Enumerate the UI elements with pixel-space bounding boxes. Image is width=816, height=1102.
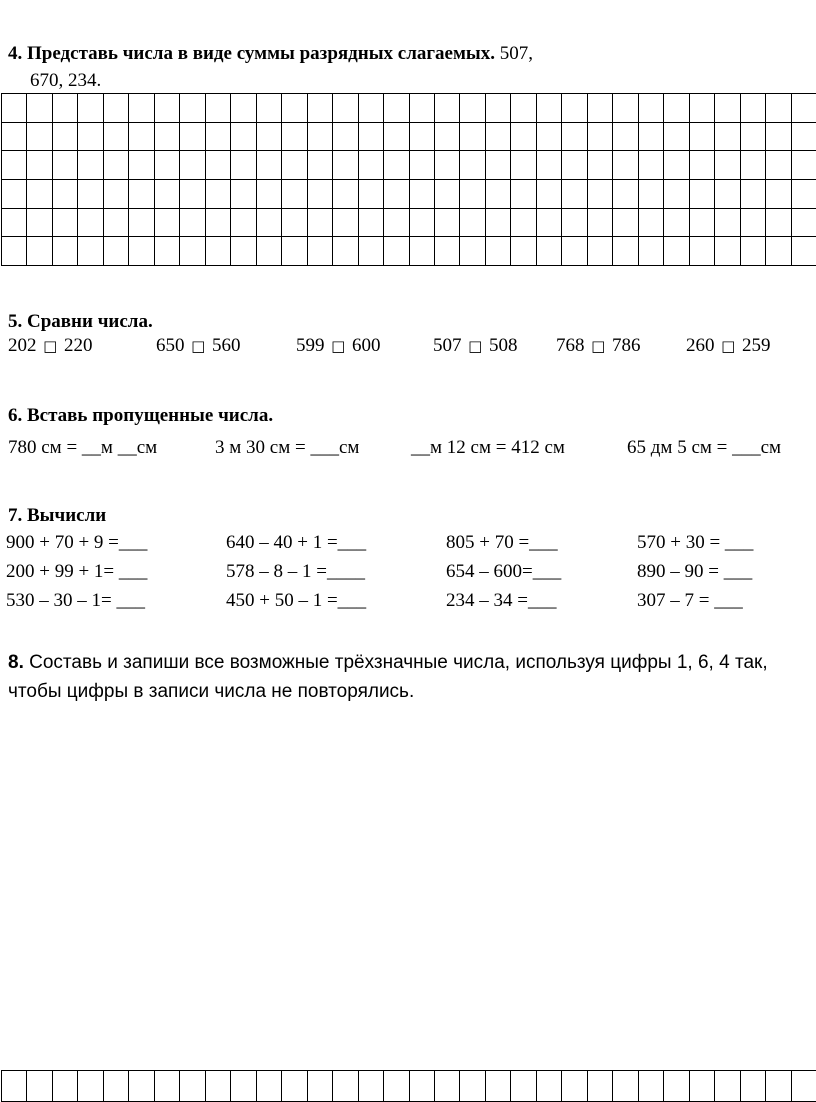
grid-row <box>2 122 816 151</box>
grid-cell <box>460 179 485 208</box>
task4-title: Представь числа в виде суммы разрядных слагаемых. <box>27 43 495 64</box>
grid-cell <box>231 179 256 208</box>
compare-box-icon: □ <box>191 337 206 355</box>
grid-cell <box>766 122 791 151</box>
grid-cell <box>180 151 205 180</box>
grid-cell <box>103 237 128 266</box>
grid-cell <box>103 1071 128 1102</box>
compare-box-icon: □ <box>43 337 58 355</box>
grid-cell <box>78 1071 103 1102</box>
grid-cell <box>485 94 510 123</box>
grid-cell <box>562 208 587 237</box>
grid-cell <box>180 208 205 237</box>
grid-cell <box>2 237 27 266</box>
grid-cell <box>129 237 154 266</box>
grid-cell <box>384 1071 409 1102</box>
grid-cell <box>562 151 587 180</box>
grid-cell <box>791 208 816 237</box>
grid-cell <box>715 94 740 123</box>
grid-cell <box>434 1071 459 1102</box>
task4-numbers-a: 507, <box>499 43 533 64</box>
grid-cell <box>231 151 256 180</box>
grid-cell <box>689 94 714 123</box>
grid-cell <box>664 94 689 123</box>
grid-cell <box>384 179 409 208</box>
grid-cell <box>52 208 77 237</box>
grid-cell <box>689 1071 714 1102</box>
grid-cell <box>384 237 409 266</box>
calc-expression: 578 – 8 – 1 =____ <box>226 561 365 582</box>
grid-row <box>2 1071 816 1102</box>
grid-cell <box>664 237 689 266</box>
grid-cell <box>2 94 27 123</box>
grid-cell <box>129 122 154 151</box>
grid-cell <box>52 122 77 151</box>
grid-cell <box>587 237 612 266</box>
grid-cell <box>638 151 663 180</box>
grid-cell <box>78 151 103 180</box>
grid-row <box>2 237 816 266</box>
task8-text-1: Составь и запиши все возможные трёхзначные числа, используя цифры 1, 6, 4 так, <box>29 652 768 673</box>
calc-expression: 570 + 30 = ___ <box>637 532 754 553</box>
task6-item-4: 65 дм 5 см = ___см <box>627 437 782 458</box>
calc-expression: 200 + 99 + 1= ___ <box>6 561 148 582</box>
grid-cell <box>256 151 281 180</box>
grid-cell <box>154 94 179 123</box>
grid-cell <box>613 179 638 208</box>
grid-cell <box>358 208 383 237</box>
calc-expression: 530 – 30 – 1= ___ <box>6 590 145 611</box>
calc-expression: 654 – 600=___ <box>446 561 562 582</box>
grid-cell <box>664 122 689 151</box>
grid-cell <box>78 179 103 208</box>
grid-cell <box>231 1071 256 1102</box>
compare-pair <box>296 335 381 357</box>
grid-cell <box>740 1071 765 1102</box>
grid-cell <box>358 122 383 151</box>
calc-expression: 450 + 50 – 1 =___ <box>226 590 367 611</box>
grid-cell <box>282 179 307 208</box>
grid-cell <box>282 151 307 180</box>
grid-cell <box>791 1071 816 1102</box>
grid-cell <box>689 122 714 151</box>
grid-cell <box>587 151 612 180</box>
grid-cell <box>282 237 307 266</box>
grid-cell <box>52 94 77 123</box>
grid-cell <box>231 208 256 237</box>
compare-pair <box>8 335 93 357</box>
grid-cell <box>256 1071 281 1102</box>
grid-cell <box>256 122 281 151</box>
grid-cell <box>409 122 434 151</box>
grid-cell <box>562 122 587 151</box>
grid-cell <box>740 94 765 123</box>
grid-cell <box>154 208 179 237</box>
grid-cell <box>536 94 561 123</box>
grid-cell <box>2 1071 27 1102</box>
grid-cell <box>205 94 230 123</box>
compare-pair <box>433 335 518 357</box>
grid-cell <box>511 179 536 208</box>
grid-cell <box>460 208 485 237</box>
grid-cell <box>485 208 510 237</box>
grid-cell <box>715 179 740 208</box>
grid-cell <box>180 94 205 123</box>
grid-cell <box>2 179 27 208</box>
grid-cell <box>485 151 510 180</box>
compare-box-icon: □ <box>591 337 606 355</box>
task6-item-2: 3 м 30 см = ___см <box>215 437 360 458</box>
calc-expression: 805 + 70 =___ <box>446 532 558 553</box>
calc-expression: 307 – 7 = ___ <box>637 590 743 611</box>
grid-cell <box>562 237 587 266</box>
compare-left: 599 <box>296 335 325 356</box>
grid-cell <box>27 94 52 123</box>
grid-cell <box>52 1071 77 1102</box>
grid-cell <box>562 94 587 123</box>
grid-cell <box>256 179 281 208</box>
calc-expression: 900 + 70 + 9 =___ <box>6 532 148 553</box>
grid-row <box>2 208 816 237</box>
grid-cell <box>562 179 587 208</box>
grid-cell <box>434 208 459 237</box>
task4-numbers-b: 670, 234. <box>30 70 102 91</box>
task7-title: 7. Вычисли <box>8 505 107 526</box>
grid-cell <box>638 1071 663 1102</box>
grid-cell <box>536 237 561 266</box>
grid-cell <box>256 94 281 123</box>
grid-cell <box>638 122 663 151</box>
compare-pair <box>556 335 641 357</box>
grid-cell <box>485 237 510 266</box>
grid-cell <box>740 237 765 266</box>
grid-cell <box>103 122 128 151</box>
task6-title: 6. Вставь пропущенные числа. <box>8 405 274 426</box>
compare-box-icon: □ <box>331 337 346 355</box>
grid-cell <box>129 151 154 180</box>
task4-number: 4. <box>8 43 23 64</box>
grid-cell <box>409 94 434 123</box>
grid-cell <box>307 122 332 151</box>
grid-cell <box>562 1071 587 1102</box>
grid-cell <box>2 151 27 180</box>
grid-cell <box>154 179 179 208</box>
grid-cell <box>103 151 128 180</box>
grid-cell <box>27 151 52 180</box>
grid-cell <box>587 179 612 208</box>
grid-row <box>2 151 816 180</box>
grid-cell <box>536 122 561 151</box>
grid-cell <box>307 94 332 123</box>
grid-cell <box>205 208 230 237</box>
grid-cell <box>27 179 52 208</box>
grid-cell <box>180 179 205 208</box>
grid-cell <box>333 1071 358 1102</box>
grid-cell <box>231 237 256 266</box>
grid-cell <box>129 1071 154 1102</box>
task8-number: 8. <box>8 652 24 673</box>
grid-cell <box>52 151 77 180</box>
grid-cell <box>282 208 307 237</box>
grid-cell <box>333 208 358 237</box>
task6-item-3: __м 12 см = 412 см <box>411 437 565 458</box>
task8-text-2: чтобы цифры в записи числа не повторялись. <box>8 681 415 702</box>
grid-cell <box>664 151 689 180</box>
grid-cell <box>154 122 179 151</box>
grid-cell <box>2 122 27 151</box>
grid-cell <box>333 94 358 123</box>
grid-cell <box>613 208 638 237</box>
grid-cell <box>587 122 612 151</box>
grid-cell <box>766 151 791 180</box>
grid-cell <box>129 179 154 208</box>
grid-cell <box>409 237 434 266</box>
grid-cell <box>511 151 536 180</box>
grid-cell <box>485 122 510 151</box>
grid-cell <box>791 94 816 123</box>
grid-cell <box>715 1071 740 1102</box>
compare-pair <box>686 335 771 357</box>
grid-cell <box>409 1071 434 1102</box>
grid-cell <box>715 151 740 180</box>
grid-cell <box>205 1071 230 1102</box>
calc-expression: 234 – 34 =___ <box>446 590 557 611</box>
grid-cell <box>78 122 103 151</box>
grid-cell <box>766 1071 791 1102</box>
grid-cell <box>536 208 561 237</box>
grid-cell <box>689 151 714 180</box>
compare-right: 600 <box>352 335 381 356</box>
grid-cell <box>460 94 485 123</box>
grid-cell <box>307 1071 332 1102</box>
grid-cell <box>307 208 332 237</box>
grid-cell <box>613 237 638 266</box>
grid-cell <box>256 237 281 266</box>
grid-cell <box>715 122 740 151</box>
grid-cell <box>333 122 358 151</box>
grid-cell <box>511 208 536 237</box>
grid-cell <box>766 237 791 266</box>
grid-cell <box>384 208 409 237</box>
grid-cell <box>766 208 791 237</box>
grid-cell <box>78 208 103 237</box>
grid-cell <box>409 208 434 237</box>
compare-right: 259 <box>742 335 771 356</box>
grid-cell <box>740 122 765 151</box>
grid-cell <box>434 94 459 123</box>
grid-cell <box>613 1071 638 1102</box>
compare-right: 560 <box>212 335 241 356</box>
grid-cell <box>664 208 689 237</box>
grid-cell <box>103 208 128 237</box>
grid-cell <box>180 122 205 151</box>
grid-cell <box>205 151 230 180</box>
grid-cell <box>333 151 358 180</box>
grid-cell <box>664 1071 689 1102</box>
grid-cell <box>27 1071 52 1102</box>
grid-cell <box>664 179 689 208</box>
grid-cell <box>638 208 663 237</box>
grid-cell <box>52 179 77 208</box>
grid-cell <box>460 122 485 151</box>
grid-cell <box>485 1071 510 1102</box>
grid-cell <box>434 179 459 208</box>
grid-cell <box>180 237 205 266</box>
grid-cell <box>231 122 256 151</box>
grid-cell <box>307 237 332 266</box>
grid-cell <box>358 237 383 266</box>
grid-cell <box>384 94 409 123</box>
grid-cell <box>434 151 459 180</box>
grid-cell <box>434 237 459 266</box>
grid-cell <box>205 122 230 151</box>
grid-cell <box>129 94 154 123</box>
grid-cell <box>460 237 485 266</box>
grid-cell <box>638 179 663 208</box>
grid-cell <box>740 151 765 180</box>
grid-cell <box>103 179 128 208</box>
grid-cell <box>511 94 536 123</box>
grid-cell <box>180 1071 205 1102</box>
answer-grid-top <box>1 93 816 266</box>
task8-line1 <box>8 652 768 674</box>
grid-cell <box>358 94 383 123</box>
grid-cell <box>409 179 434 208</box>
grid-cell <box>511 237 536 266</box>
grid-cell <box>2 208 27 237</box>
grid-cell <box>791 179 816 208</box>
grid-cell <box>27 122 52 151</box>
compare-box-icon: □ <box>468 337 483 355</box>
grid-cell <box>282 94 307 123</box>
grid-cell <box>154 237 179 266</box>
grid-cell <box>434 122 459 151</box>
grid-cell <box>231 94 256 123</box>
compare-left: 650 <box>156 335 185 356</box>
compare-right: 220 <box>64 335 93 356</box>
grid-cell <box>715 208 740 237</box>
grid-cell <box>613 122 638 151</box>
grid-cell <box>358 179 383 208</box>
task5-title: 5. Сравни числа. <box>8 311 153 332</box>
grid-cell <box>307 179 332 208</box>
compare-right: 786 <box>612 335 641 356</box>
grid-cell <box>205 237 230 266</box>
grid-cell <box>587 208 612 237</box>
grid-cell <box>766 94 791 123</box>
grid-cell <box>511 122 536 151</box>
grid-cell <box>384 151 409 180</box>
compare-right: 508 <box>489 335 518 356</box>
grid-cell <box>536 1071 561 1102</box>
compare-left: 768 <box>556 335 585 356</box>
grid-cell <box>689 179 714 208</box>
grid-cell <box>78 237 103 266</box>
grid-cell <box>587 1071 612 1102</box>
grid-row <box>2 179 816 208</box>
grid-cell <box>766 179 791 208</box>
grid-cell <box>613 151 638 180</box>
grid-cell <box>536 179 561 208</box>
grid-cell <box>282 122 307 151</box>
grid-cell <box>52 237 77 266</box>
grid-cell <box>587 94 612 123</box>
grid-cell <box>791 122 816 151</box>
grid-cell <box>689 208 714 237</box>
grid-cell <box>536 151 561 180</box>
grid-cell <box>791 237 816 266</box>
grid-cell <box>715 237 740 266</box>
grid-cell <box>154 1071 179 1102</box>
calc-expression: 890 – 90 = ___ <box>637 561 753 582</box>
grid-cell <box>485 179 510 208</box>
grid-row <box>2 94 816 123</box>
grid-cell <box>409 151 434 180</box>
grid-cell <box>638 94 663 123</box>
calc-expression: 640 – 40 + 1 =___ <box>226 532 367 553</box>
grid-cell <box>205 179 230 208</box>
grid-cell <box>129 208 154 237</box>
grid-cell <box>460 1071 485 1102</box>
compare-left: 507 <box>433 335 462 356</box>
grid-cell <box>307 151 332 180</box>
answer-grid-bottom <box>1 1070 816 1102</box>
task4-heading <box>8 43 533 65</box>
grid-cell <box>740 208 765 237</box>
grid-cell <box>613 94 638 123</box>
grid-cell <box>78 94 103 123</box>
grid-cell <box>511 1071 536 1102</box>
grid-cell <box>256 208 281 237</box>
grid-cell <box>333 179 358 208</box>
grid-cell <box>358 151 383 180</box>
grid-cell <box>282 1071 307 1102</box>
grid-cell <box>740 179 765 208</box>
grid-cell <box>358 1071 383 1102</box>
grid-cell <box>103 94 128 123</box>
grid-cell <box>333 237 358 266</box>
grid-cell <box>791 151 816 180</box>
compare-left: 202 <box>8 335 37 356</box>
grid-cell <box>384 122 409 151</box>
grid-cell <box>154 151 179 180</box>
compare-box-icon: □ <box>721 337 736 355</box>
grid-cell <box>460 151 485 180</box>
compare-pair <box>156 335 241 357</box>
grid-cell <box>689 237 714 266</box>
grid-cell <box>27 208 52 237</box>
task6-item-1: 780 см = __м __см <box>8 437 158 458</box>
grid-cell <box>27 237 52 266</box>
grid-cell <box>638 237 663 266</box>
compare-left: 260 <box>686 335 715 356</box>
